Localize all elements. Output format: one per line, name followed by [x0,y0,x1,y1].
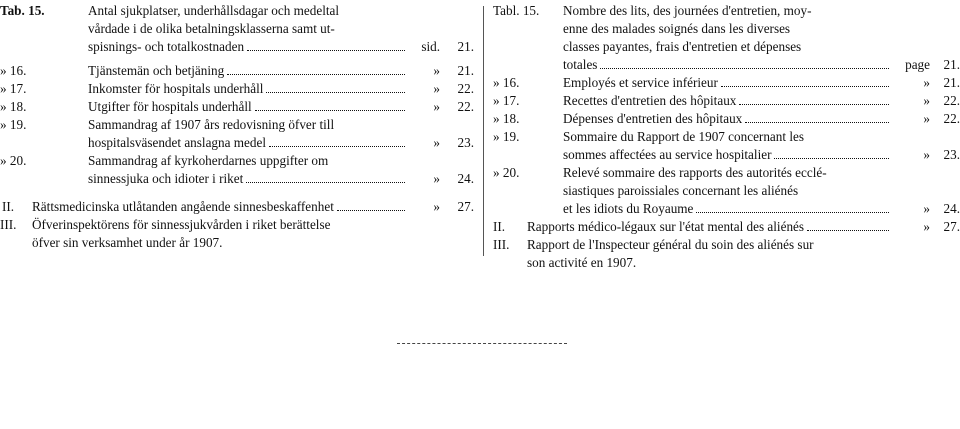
contents-entry [493,110,960,128]
entry-line: totales [563,57,598,72]
dot-leader [337,210,405,211]
entry-line: sommes affectées au service hospitalier [563,147,772,162]
contents-heading-tab-15 [0,2,474,56]
entry-line: enne des malades soignés dans les diverses [563,21,791,36]
contents-entry-roman [493,218,960,236]
page-prefix: page [905,57,930,72]
contents-heading-tabl-15 [493,2,960,74]
page-number: 22. [943,111,960,126]
dot-leader [266,92,405,93]
swedish-contents-column [0,2,474,252]
page-number: 27. [943,219,960,234]
page-prefix: » [433,81,440,96]
page-prefix: » [433,63,440,78]
entry-line: et les idiots du Royaume [563,201,694,216]
table-key: » 16. [493,75,520,90]
entry-line: vårdade i de olika betalningsklasserna samt ut- [88,21,335,36]
entry-line: Sommaire du Rapport de 1907 concernant les [563,129,804,144]
page-number: 22. [943,93,960,108]
entry-line: Öfverinspektörens för sinnessjukvården i riket berättelse [32,217,331,232]
page-prefix: » [433,99,440,114]
dot-leader [247,50,405,51]
entry-line: Sammandrag af 1907 års redovisning öfver till [88,117,335,132]
entry-line: Rapport de l'Inspecteur général du soin des aliénés sur [527,237,814,252]
section-end-rule [397,343,567,344]
table-key: Tabl. 15. [493,3,540,18]
dot-leader [745,122,889,123]
entry-line: sinnessjuka och idioter i riket [88,171,244,186]
page-prefix: » [923,111,930,126]
page-prefix: » [923,147,930,162]
contents-entry [0,116,474,152]
dot-leader [807,230,889,231]
page-number: 21. [943,75,960,90]
contents-entry [0,62,474,80]
contents-entry [493,128,960,164]
dot-leader [255,110,405,111]
contents-entry [0,80,474,98]
dot-leader [721,86,889,87]
page-number: 27. [457,199,474,214]
contents-entry [0,98,474,116]
table-key: » 19. [493,129,520,144]
contents-entry-roman [0,198,474,216]
page-number: 23. [943,147,960,162]
entry-line: öfver sin verksamhet under år 1907. [32,235,223,250]
contents-entry [0,152,474,188]
dot-leader [696,212,889,213]
table-key: » 17. [0,81,27,96]
roman-key: III. [493,237,510,252]
entry-line: hospitalsväsendet anslagna medel [88,135,266,150]
entry-line: spisnings- och totalkostnaden [88,39,245,54]
page-number: 21. [457,39,474,54]
page-number: 24. [943,201,960,216]
entry-line: Relevé sommaire des rapports des autorités ecclé- [563,165,827,180]
column-divider [483,6,484,256]
dot-leader [227,74,405,75]
page-number: 21. [943,57,960,72]
table-key: » 17. [493,93,520,108]
dot-leader [246,182,405,183]
page-prefix: » [923,201,930,216]
page-number: 23. [457,135,474,150]
page-prefix: » [923,93,930,108]
table-key: » 18. [493,111,520,126]
page-number: 21. [457,63,474,78]
contents-entry [493,92,960,110]
page-prefix: » [433,171,440,186]
roman-key: III. [0,217,17,232]
entry-line: son activité en 1907. [527,255,637,270]
contents-entry-roman [493,236,960,272]
dot-leader [774,158,889,159]
entry-line: Inkomster för hospitals underhåll [88,81,264,96]
roman-key: II. [493,219,506,234]
table-key: » 20. [493,165,520,180]
contents-entry-roman [0,216,474,252]
entry-line: siastiques paroissiales concernant les aliénés [563,183,799,198]
entry-line: Utgifter för hospitals underhåll [88,99,252,114]
entry-line: classes payantes, frais d'entretien et dépenses [563,39,802,54]
page-prefix: » [433,135,440,150]
dot-leader [739,104,889,105]
entry-line: Nombre des lits, des journées d'entretien, moy- [563,3,812,18]
page-prefix: » [923,219,930,234]
roman-key: II. [2,199,15,214]
entry-line: Dépenses d'entretien des hôpitaux [563,111,743,126]
table-key: » 16. [0,63,27,78]
page-number: 22. [457,99,474,114]
page-number: 24. [457,171,474,186]
entry-line: Sammandrag af kyrkoherdarnes uppgifter om [88,153,329,168]
table-key: Tab. 15. [0,3,45,18]
page-prefix: sid. [421,39,440,54]
page-prefix: » [923,75,930,90]
entry-line: Recettes d'entretien des hôpitaux [563,93,737,108]
page-number: 22. [457,81,474,96]
french-contents-column [493,2,960,272]
table-key: » 20. [0,153,27,168]
entry-line: Rapports médico-légaux sur l'état mental des aliénés [527,219,805,234]
contents-entry [493,164,960,218]
contents-entry [493,74,960,92]
entry-line: Tjänstemän och betjäning [88,63,225,78]
table-key: » 18. [0,99,27,114]
table-key: » 19. [0,117,27,132]
entry-line: Employés et service inférieur [563,75,718,90]
entry-line: Rättsmedicinska utlåtanden angående sinnesbeskaffenhet [32,199,334,214]
dot-leader [600,68,889,69]
page-prefix: » [433,199,440,214]
entry-line: Antal sjukplatser, underhållsdagar och medeltal [88,3,340,18]
dot-leader [269,146,405,147]
